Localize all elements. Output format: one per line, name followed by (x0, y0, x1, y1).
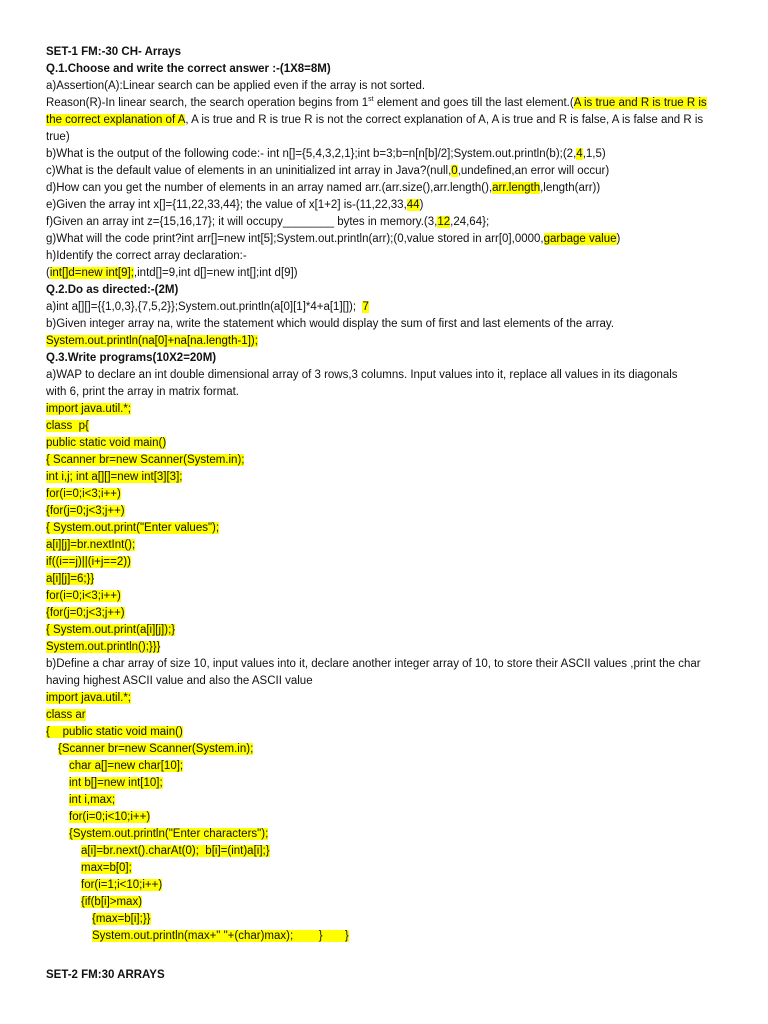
code-text: int i,j; int a[][]=new int[3][3]; (46, 471, 183, 483)
code-line (46, 826, 722, 843)
code-text: {max=b[i];}} (92, 913, 151, 925)
q2b-answer-line (46, 333, 722, 350)
code-text: import java.util.*; (46, 403, 132, 415)
code-text: public static void main() (46, 437, 167, 449)
q1c-answer: 0 (451, 165, 458, 177)
q1e-answer: 44 (406, 199, 420, 211)
code-text: {for(j=0;j<3;j++) (46, 607, 125, 619)
code-line (46, 520, 722, 537)
code-text: if((i==j)||(i+j==2)) (46, 556, 131, 568)
code-line (46, 860, 722, 877)
code-text: a[i][j]=6;}} (46, 573, 95, 585)
q1b: b)What is the output of the following code:- int n[]={5,4,3,2,1};int b=3;b=n[n[b]/2];System.out.println(b);(2,4,1,5) (46, 148, 606, 160)
code-line (46, 452, 722, 469)
code-line (46, 571, 722, 588)
q1a-answer-highlight-cont: the correct explanation of A (46, 114, 186, 126)
q2-heading: Q.2.Do as directed:-(2M) (46, 284, 179, 296)
code-text: {System.out.println("Enter characters"); (69, 828, 269, 840)
q1b-answer: 4 (576, 148, 583, 160)
q1g-answer: garbage value (543, 233, 617, 245)
code-line (46, 554, 722, 571)
code-line (46, 537, 722, 554)
q3-heading: Q.3.Write programs(10X2=20M) (46, 352, 217, 364)
code-text: System.out.println(max+" "+(char)max); } } (92, 930, 349, 942)
code-text: { System.out.print("Enter values"); (46, 522, 220, 534)
set1-heading: SET-1 FM:-30 CH- Arrays (46, 46, 182, 58)
code-text: max=b[0]; (81, 862, 132, 874)
code-text: class p{ (46, 420, 89, 432)
code-line (46, 775, 722, 792)
code-text: System.out.println();}}} (46, 641, 161, 653)
q2a: a)int a[][]={{1,0,3},{7,5,2}};System.out.println(a[0][1]*4+a[1][]); 7 (46, 301, 369, 313)
code-text: char a[]=new char[10]; (69, 760, 184, 772)
code-line (46, 928, 722, 945)
code-line (46, 724, 722, 741)
code-line (46, 758, 722, 775)
q1d: d)How can you get the number of elements in an array named arr.(arr.size(),arr.length(),arr.length,length(arr)) (46, 182, 601, 194)
q1d-answer: arr.length (492, 182, 541, 194)
q2a-answer: 7 (362, 301, 369, 313)
code-line (46, 401, 722, 418)
code-line (46, 639, 722, 656)
code-line (46, 809, 722, 826)
code-line (46, 486, 722, 503)
q1f-answer: 12 (437, 216, 451, 228)
code-text: {if(b[i]>max) (81, 896, 143, 908)
code-line (46, 911, 722, 928)
q1e: e)Given the array int x[]={11,22,33,44}; the value of x[1+2] is-(11,22,33,44) (46, 199, 424, 211)
code-line (46, 435, 722, 452)
q1f: f)Given an array int z={15,16,17}; it will occupy________ bytes in memory.(3,12,24,64}; (46, 216, 490, 228)
q1h-question: h)Identify the correct array declaration:- (46, 250, 247, 262)
q1g: g)What will the code print?int arr[]=new int[5];System.out.println(arr);(0,value stored in arr[0],0000,garbage value) (46, 233, 621, 245)
code-text: a[i]=br.next().charAt(0); b[i]=(int)a[i];} (81, 845, 270, 857)
code-text: class ar (46, 709, 86, 721)
code-text: { Scanner br=new Scanner(System.in); (46, 454, 245, 466)
code-line (46, 792, 722, 809)
code-line (46, 707, 722, 724)
q1a-options: the correct explanation of A, A is true and R is true R is not the correct explanation of A, A is true and R is false, A is false and R is (46, 114, 704, 126)
q1a-answer-highlight: A is true and R is true R is (573, 97, 707, 109)
code-text: import java.util.*; (46, 692, 132, 704)
q3a-question-line2: with 6, print the array in matrix format. (46, 386, 240, 398)
code-line (46, 588, 722, 605)
code-text: int b[]=new int[10]; (69, 777, 163, 789)
code-line (46, 605, 722, 622)
q1c: c)What is the default value of elements in an uninitialized int array in Java?(null,0,undefined,an error will occur) (46, 165, 610, 177)
code-text: a[i][j]=br.nextInt(); (46, 539, 136, 551)
code-text: for(i=0;i<3;i++) (46, 590, 121, 602)
code-text: {Scanner br=new Scanner(System.in); (58, 743, 254, 755)
q3a-question-line1: a)WAP to declare an int double dimensional array of 3 rows,3 columns. Input values into it, replace all values in its diagonals (46, 369, 678, 381)
q3b-question-line2: having highest ASCII value and also the ASCII value (46, 675, 313, 687)
code-text: for(i=0;i<3;i++) (46, 488, 121, 500)
q1a-reason: Reason(R)-In linear search, the search operation begins from 1st element and goes till the last element.(A is true and R is true R is (46, 96, 707, 109)
code-line (46, 877, 722, 894)
q1a-options-end: true) (46, 131, 70, 143)
code-text: for(i=1;i<10;i++) (81, 879, 163, 891)
code-text: { System.out.print(a[i][j]);} (46, 624, 176, 636)
q2b-answer: System.out.println(na[0]+na[na.length-1]); (46, 335, 258, 347)
code-line (46, 418, 722, 435)
code-line (46, 469, 722, 486)
q3b-question-line1: b)Define a char array of size 10, input values into it, declare another integer array of 10, to store their ASCII values ,print the char (46, 658, 701, 670)
code-line (46, 843, 722, 860)
q1h-answer: int[]d=new int[9]; (49, 267, 134, 279)
code-line (46, 894, 722, 911)
q2b-question: b)Given integer array na, write the statement which would display the sum of first and last elements of the array. (46, 318, 615, 330)
q1-heading: Q.1.Choose and write the correct answer :-(1X8=8M) (46, 63, 331, 75)
code-line (46, 741, 722, 758)
q1a-assertion: a)Assertion(A):Linear search can be applied even if the array is not sorted. (46, 80, 426, 92)
code-text: for(i=0;i<10;i++) (69, 811, 151, 823)
set2-heading: SET-2 FM:30 ARRAYS (46, 969, 165, 981)
code-line (46, 503, 722, 520)
code-text: int i,max; (69, 794, 116, 806)
q1h-options: (int[]d=new int[9];,intd[]=9,int d[]=new int[];int d[9]) (46, 267, 298, 279)
code-line (46, 622, 722, 639)
code-text: {for(j=0;j<3;j++) (46, 505, 125, 517)
code-text: { public static void main() (46, 726, 183, 738)
code-line (46, 690, 722, 707)
q3b-code-block (46, 690, 722, 945)
q3a-code-block (46, 401, 722, 656)
